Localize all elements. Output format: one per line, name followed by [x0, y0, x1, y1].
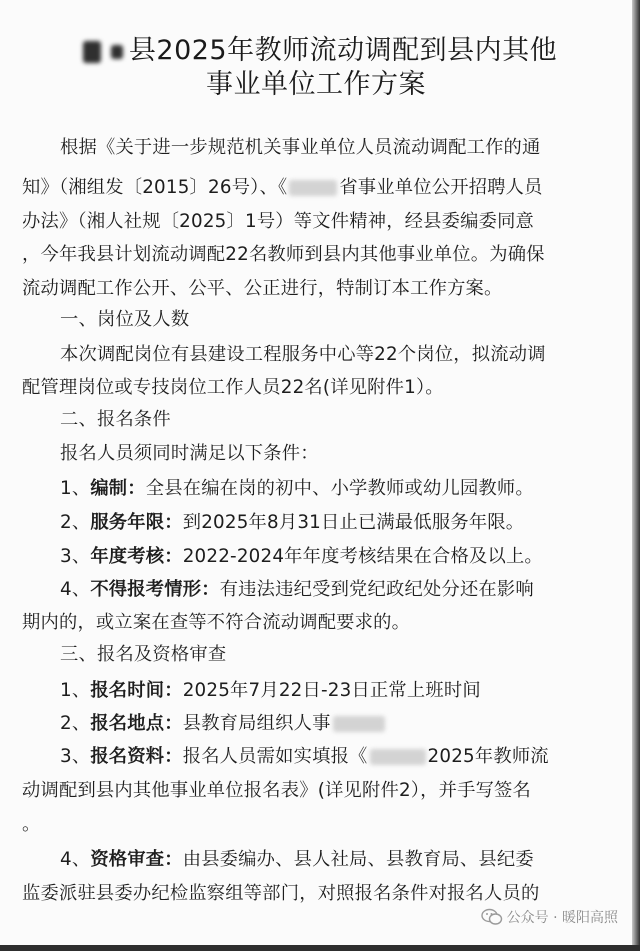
paragraph-2-line-1: 本次调配岗位有县建设工程服务中心等22个岗位，拟流动调	[60, 344, 546, 365]
title-line-2: 事业单位工作方案	[206, 69, 426, 100]
paragraph-2-line-2: 配管理岗位或专技岗位工作人员22名(详见附件1）。	[22, 377, 444, 398]
paragraph-1-line-1: 根据《关于进一步规范机关事业单位人员流动调配工作的通	[60, 137, 541, 158]
condition-1: 1、编制：全县在编在岗的初中、小学教师或幼儿园教师。	[60, 478, 534, 499]
page-edge-shadow	[632, 0, 640, 951]
registration-place: 2、报名地点：县教育局组织人事	[60, 709, 385, 735]
qualification-review-line-2: 监委派驻县委办纪检监察组等部门，对照报名条件对报名人员的	[22, 883, 540, 904]
condition-2: 2、服务年限：到2025年8月31日止已满最低服务年限。	[60, 512, 525, 533]
conditions-intro: 报名人员须同时满足以下条件：	[60, 443, 319, 464]
condition-4: 4、不得报考情形：有违法违纪受到党纪政纪处分还在影响	[60, 579, 534, 600]
condition-3: 3、年度考核：2022-2024年年度考核结果在合格及以上。	[60, 546, 543, 567]
section-heading-2: 二、报名条件	[60, 409, 171, 430]
condition-4-line-2: 期内的，或立案在查等不符合流动调配要求的。	[22, 612, 411, 633]
redacted-county-name	[83, 41, 101, 63]
paragraph-1-line-2: 知》（湘组发〔2015〕26号）、《 省事业单位公开招聘人员	[22, 177, 543, 198]
paragraph-1-line-5: 流动调配工作公开、公平、公正进行，特制订本工作方案。	[22, 278, 503, 299]
redacted-office-name	[333, 716, 385, 732]
redacted-county-name-3	[370, 749, 426, 765]
watermark: 公众号 · 暖阳高照	[481, 907, 618, 927]
registration-materials: 3、报名资料：报名人员需如实填报《 2025年教师流	[60, 746, 549, 767]
redacted-county-name-2	[111, 45, 123, 59]
paragraph-1-line-4: ，今年我县计划流动调配22名教师到县内其他事业单位。为确保	[22, 244, 545, 265]
qualification-review: 4、资格审查：由县委编办、县人社局、县教育局、县纪委	[60, 849, 534, 870]
section-heading-3: 三、报名及资格审查	[60, 644, 227, 665]
redacted-province-name	[289, 180, 337, 196]
registration-materials-line-2: 动调配到县内其他事业单位报名表》(详见附件2），并手写签名	[22, 780, 532, 801]
paragraph-1-line-3: 办法》（湘人社规〔2025〕1号）等文件精神，经县委编委同意	[22, 211, 535, 232]
title-line-1: 县2025年教师流动调配到县内其他	[0, 28, 632, 67]
registration-time: 1、报名时间：2025年7月22日-23日正常上班时间	[60, 680, 481, 701]
wechat-icon	[481, 908, 503, 926]
page-edge-bottom	[0, 945, 640, 951]
registration-materials-line-3: 。	[22, 814, 41, 835]
section-heading-1: 一、岗位及人数	[60, 309, 190, 330]
